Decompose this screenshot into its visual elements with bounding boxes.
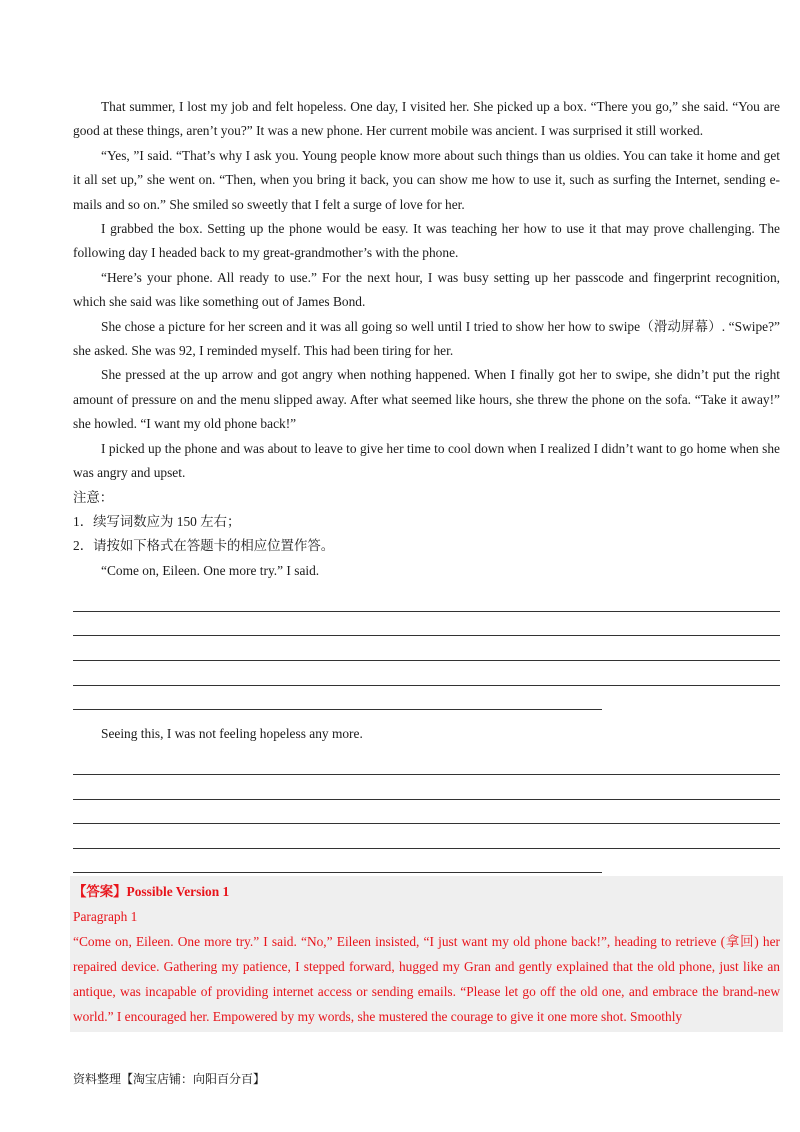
- writing-line: [73, 775, 780, 800]
- story-paragraph: I grabbed the box. Setting up the phone would be easy. It was teaching her how to use it that may prove challenging. The following day I headed back to my great-grandmother’s with the phone.: [73, 221, 780, 261]
- story-paragraph: “Here’s your phone. All ready to use.” For the next hour, I was busy setting up her passcode and fingerprint recognition, which she said was like something out of James Bond.: [73, 269, 780, 310]
- story-paragraph: “Yes, ”I said. “That’s why I ask you. Young people know more about such things than us oldies. You can take it home and get it all set up,” she went on. “Then, when you bring it back, you can show me how to use it, such as surfing the Internet, sending e-mails and so on.” She smiled so sweetly that I felt a surge of love for her.: [73, 147, 780, 212]
- writing-line: [73, 686, 602, 711]
- story-paragraph: She chose a picture for her screen and it was all going so well until I tried to show her how to swipe（滑动屏幕）. “Swipe?” she asked. She was 92, I reminded myself. This had been tiring for her.: [73, 318, 780, 359]
- writing-line: [73, 800, 780, 825]
- story-paragraph: I picked up the phone and was about to leave to give her time to cool down when I realized I didn’t want to go home when she was angry and upset.: [73, 440, 780, 481]
- answer-text: “Come on, Eileen. One more try.” I said. “No,” Eileen insisted, “I just want my old phone back!”, heading to retrieve (拿回) her repaired device. Gathering my patience, I stepped forward, hugged my Gran and gently explained that the old phone, just like an antique, was incapable of providing internet access or sending emails. “Please let go off the old one, and embrace the brand-new world.” I encouraged her. Empowered by my words, she mustered the courage to give it one more shot. Smoothly: [73, 934, 780, 1024]
- answer-lines-second: [73, 751, 780, 874]
- note-item: 1．续写词数应为 150 左右；: [73, 513, 241, 529]
- note-item: 2．请按如下格式在答题卡的相应位置作答。: [73, 538, 335, 554]
- writing-line: [73, 661, 780, 686]
- answer-subheading: Paragraph 1: [73, 909, 138, 924]
- notes-heading: 注意：: [73, 489, 114, 505]
- answer-lines-first: [73, 587, 780, 710]
- story-paragraph: That summer, I lost my job and felt hopeless. One day, I visited her. She picked up a box. “There you go,” she said. “You are good at these things, aren’t you?” It was a new phone. Her current mobile was ancient. I was surprised it still worked.: [73, 99, 780, 139]
- story-paragraph: She pressed at the up arrow and got angry when nothing happened. When I finally got her to swipe, she didn’t put the right amount of pressure on and the menu slipped away. After what seemed like hours, she threw the phone on the sofa. “Take it away!” she howled. “I want my old phone back!”: [73, 367, 780, 432]
- prompt-second: Seeing this, I was not feeling hopeless any more.: [101, 726, 363, 742]
- writing-line: [73, 612, 780, 637]
- prompt-first: “Come on, Eileen. One more try.” I said.: [101, 562, 320, 578]
- page-footer: 资料整理【淘宝店铺：向阳百分百】: [73, 1072, 266, 1086]
- answer-heading: 【答案】Possible Version 1: [73, 884, 230, 899]
- writing-line: [73, 824, 780, 849]
- writing-line: [73, 849, 602, 874]
- writing-line: [73, 636, 780, 661]
- document-body: [73, 95, 780, 873]
- writing-line: [73, 751, 780, 776]
- answer-block: [73, 879, 780, 1029]
- writing-line: [73, 587, 780, 612]
